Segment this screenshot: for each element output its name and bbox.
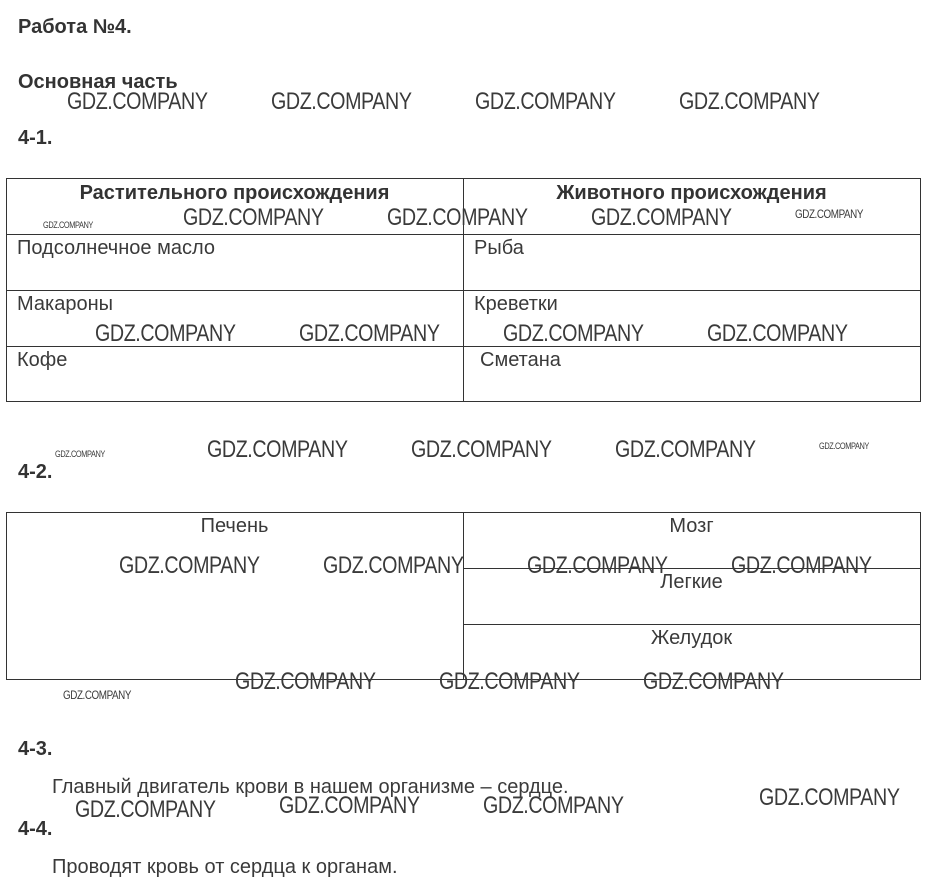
- table-cell: Макароны: [17, 293, 113, 315]
- table-cell: Рыба: [474, 237, 524, 259]
- watermark: GDZ.COMPANY: [483, 792, 624, 819]
- table-header-plant: Растительного происхождения: [79, 182, 390, 204]
- watermark: GDZ.COMPANY: [279, 792, 420, 819]
- organ-cell-lungs: Легкие: [660, 571, 723, 593]
- watermark: GDZ.COMPANY: [731, 552, 872, 579]
- watermark: GDZ.COMPANY: [503, 320, 644, 347]
- table-cell: Сметана: [480, 349, 561, 371]
- watermark: GDZ.COMPANY: [411, 436, 552, 463]
- watermark: GDZ.COMPANY: [323, 552, 464, 579]
- section-title: Основная часть: [18, 71, 178, 93]
- watermark: GDZ.COMPANY: [439, 668, 580, 695]
- organ-cell-liver: Печень: [200, 515, 269, 537]
- watermark: GDZ.COMPANY: [95, 320, 236, 347]
- watermark: GDZ.COMPANY: [299, 320, 440, 347]
- watermark: GDZ.COMPANY: [63, 688, 132, 702]
- watermark: GDZ.COMPANY: [67, 88, 208, 115]
- task-4-2-label: 4-2.: [18, 461, 53, 483]
- watermark: GDZ.COMPANY: [527, 552, 668, 579]
- watermark: GDZ.COMPANY: [75, 796, 216, 823]
- watermark: GDZ.COMPANY: [43, 220, 93, 230]
- task-4-3-label: 4-3.: [18, 738, 53, 760]
- table-cell: Креветки: [474, 293, 558, 315]
- organ-cell-stomach: Желудок: [650, 627, 733, 649]
- watermark: GDZ.COMPANY: [591, 204, 732, 231]
- watermark: GDZ.COMPANY: [475, 88, 616, 115]
- watermark: GDZ.COMPANY: [183, 204, 324, 231]
- watermark: GDZ.COMPANY: [819, 441, 869, 451]
- watermark: GDZ.COMPANY: [387, 204, 528, 231]
- task-4-4-label: 4-4.: [18, 818, 53, 840]
- table-cell: Подсолнечное масло: [17, 237, 215, 259]
- watermark: GDZ.COMPANY: [207, 436, 348, 463]
- watermark: GDZ.COMPANY: [615, 436, 756, 463]
- watermark: GDZ.COMPANY: [119, 552, 260, 579]
- work-title: Работа №4.: [18, 16, 132, 38]
- task-4-3-answer: Главный двигатель крови в нашем организме – сердце.: [52, 776, 569, 798]
- table-cell: Кофе: [17, 349, 68, 371]
- watermark: GDZ.COMPANY: [55, 449, 105, 459]
- task-4-4-answer: Проводят кровь от сердца к органам.: [52, 856, 398, 878]
- watermark: GDZ.COMPANY: [679, 88, 820, 115]
- task-4-1-label: 4-1.: [18, 127, 53, 149]
- table-header-animal: Животного происхождения: [556, 182, 827, 204]
- watermark: GDZ.COMPANY: [643, 668, 784, 695]
- watermark: GDZ.COMPANY: [271, 88, 412, 115]
- watermark: GDZ.COMPANY: [235, 668, 376, 695]
- watermark: GDZ.COMPANY: [795, 207, 864, 221]
- watermark: GDZ.COMPANY: [707, 320, 848, 347]
- watermark: GDZ.COMPANY: [759, 784, 900, 811]
- organ-cell-brain: Мозг: [669, 515, 714, 537]
